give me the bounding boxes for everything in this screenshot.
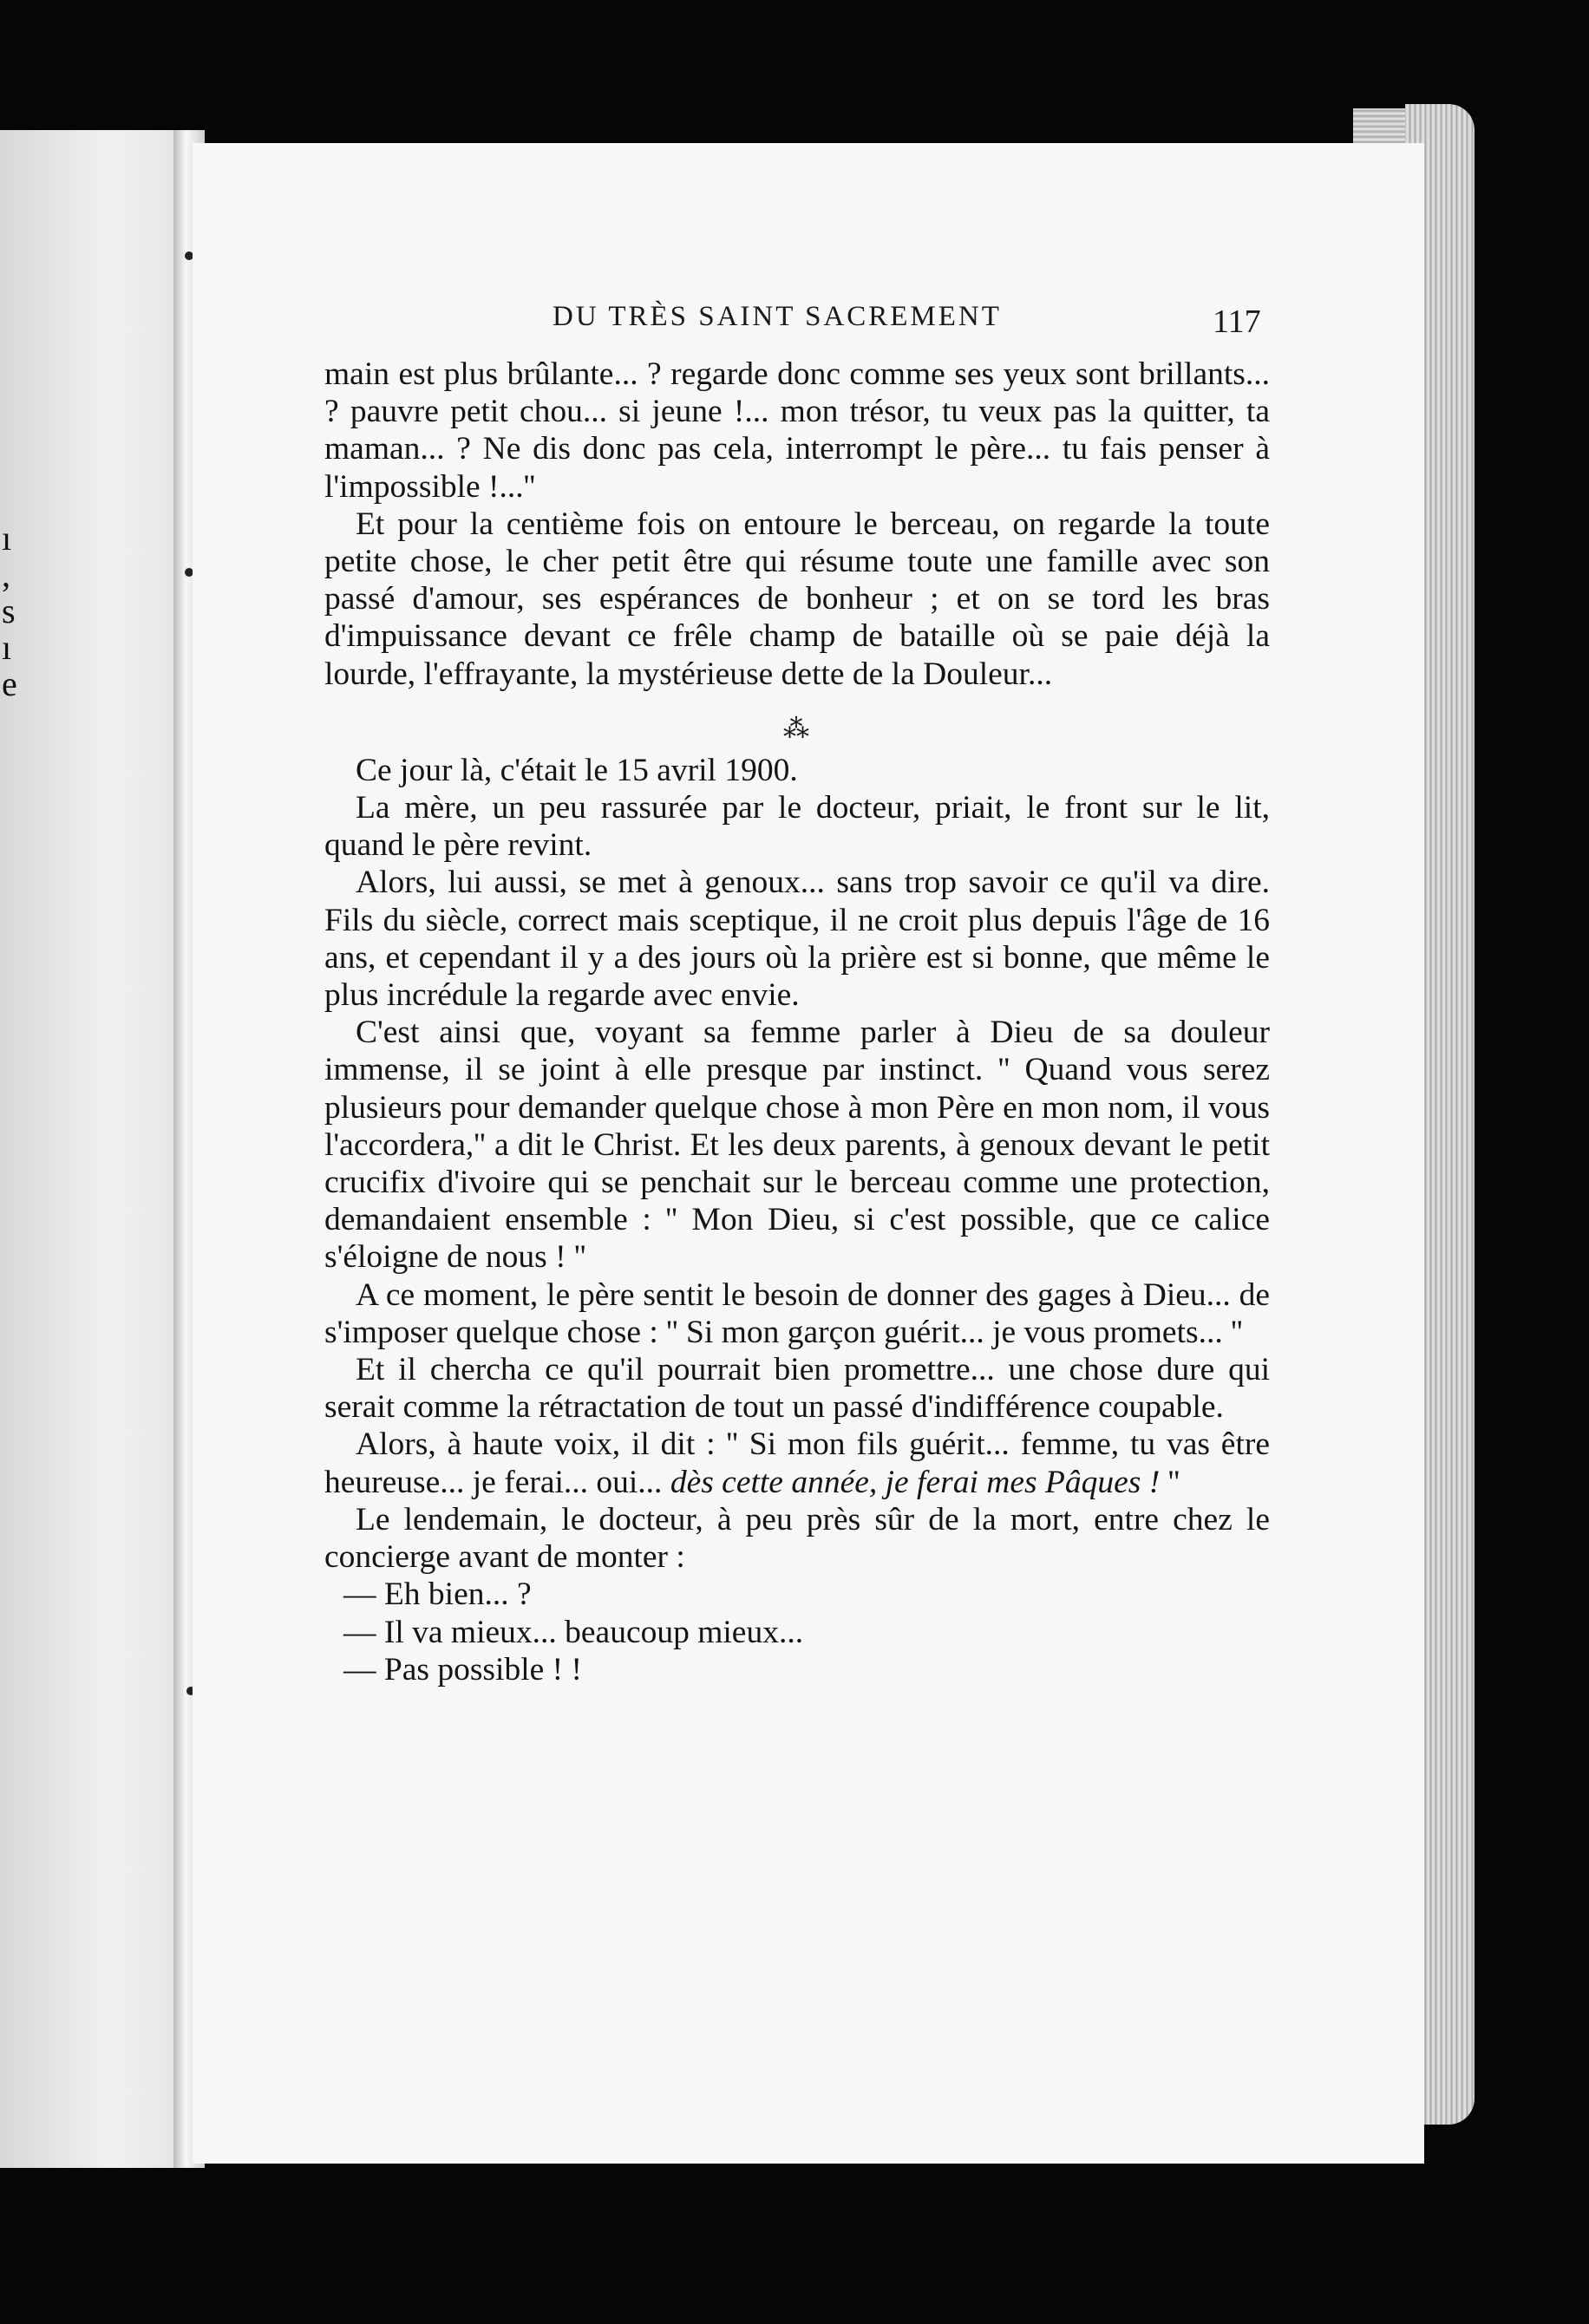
left-fragment: ı xyxy=(2,628,12,667)
paragraph: Ce jour là, c'était le 15 avril 1900. xyxy=(356,752,798,788)
paragraph: Et pour la centième fois on entoure le berceau, on regarde la toute petite chose, le cher petit être qui résume toute une famille avec son passé d'amour, ses espérances de bonheur ; et on se tord les bras d'impuissance devant ce frêle champ de bataille où se paie déjà la lourde, l'effrayante, la mystérieuse dette de la Douleur... xyxy=(324,506,1270,692)
paragraph: Le lendemain, le docteur, à peu près sûr de la mort, entre chez le concierge avant de monter : xyxy=(324,1501,1270,1576)
book-page xyxy=(193,143,1424,2164)
page-number: 117 xyxy=(1213,304,1261,340)
paragraph: La mère, un peu rassurée par le docteur, priait, le front sur le lit, quand le père revint. xyxy=(324,790,1270,864)
paragraph-text: '' xyxy=(1160,1464,1180,1500)
running-header xyxy=(193,301,1424,353)
dialogue-line: — Eh bien... ? xyxy=(343,1577,532,1613)
left-fragment: ı xyxy=(2,519,12,558)
dialogue-line: — Pas possible ! ! xyxy=(343,1651,582,1688)
paragraph: main est plus brûlante... ? regarde donc comme ses yeux sont brillants... ? pauvre petit chou... si jeune !... mon trésor, tu veux pas la quitter, ta maman... ? Ne dis donc pas cela, interrompt le père... tu fais penser à l'impossible !...'' xyxy=(324,356,1270,505)
paragraph-text: Alors, à haute voix, il dit : '' Si mon fils guérit... femme, tu vas être heureuse... je ferai... oui... xyxy=(324,1426,1270,1500)
paragraph xyxy=(324,1426,1270,1500)
left-fragment: e xyxy=(2,664,17,703)
body-text xyxy=(324,356,1270,1688)
left-page xyxy=(0,130,186,2168)
paragraph: A ce moment, le père sentit le besoin de donner des gages à Dieu... de s'imposer quelque chose : '' Si mon garçon guérit... je vous promets... '' xyxy=(324,1276,1270,1350)
left-fragment: , xyxy=(2,555,10,594)
left-fragment: s xyxy=(2,591,16,630)
paragraph: C'est ainsi que, voyant sa femme parler à Dieu de sa douleur immense, il se joint à elle presque par instinct. '' Quand vous serez plusieurs pour demander quelque chose à mon Père en mon nom, il vous l'accordera,'' a dit le Christ. Et les deux parents, à genoux devant le petit crucifix d'ivoire qui se penchait sur le berceau comme une protection, demandaient ensemble : '' Mon Dieu, si c'est possible, que ce calice s'éloigne de nous ! '' xyxy=(324,1015,1270,1276)
running-title: DU TRÈS SAINT SACREMENT xyxy=(553,301,1002,332)
paragraph: Alors, lui aussi, se met à genoux... sans trop savoir ce qu'il va dire. Fils du siècle, correct mais sceptique, il ne croit plus depuis l'âge de 16 ans, et cependant il y a des jours où la prière est si bonne, que même le plus incrédule la regarde avec envie. xyxy=(324,865,1270,1014)
left-page-text-fragments xyxy=(2,520,19,702)
section-separator: ⁂ xyxy=(783,714,811,743)
paragraph: Et il chercha ce qu'il pourrait bien promettre... une chose dure qui serait comme la rétractation de tout un passé d'indifférence coupable. xyxy=(324,1352,1270,1426)
dialogue-line: — Il va mieux... beaucoup mieux... xyxy=(343,1614,804,1650)
italic-quote: dès cette année, je ferai mes Pâques ! xyxy=(670,1464,1161,1500)
